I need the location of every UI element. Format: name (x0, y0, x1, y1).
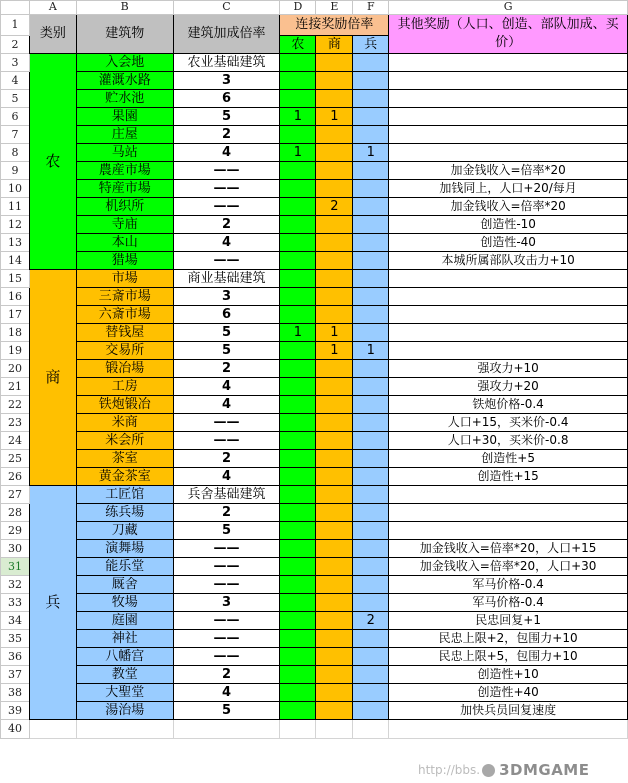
chain-agri-cell[interactable] (280, 648, 316, 666)
chain-agri-cell[interactable] (280, 288, 316, 306)
other-bonus-cell[interactable]: 加快兵员回复速度 (389, 702, 628, 720)
multiplier-cell[interactable]: —— (173, 630, 280, 648)
chain-comm-cell[interactable] (316, 468, 353, 486)
chain-agri-cell[interactable] (280, 702, 316, 720)
chain-mil-cell[interactable] (353, 432, 389, 450)
building-name-cell[interactable]: 湯治場 (76, 702, 173, 720)
chain-agri-cell[interactable] (280, 414, 316, 432)
row-header-34[interactable]: 34 (1, 612, 30, 630)
chain-mil-cell[interactable] (353, 252, 389, 270)
other-bonus-cell[interactable]: 加金钱收入=倍率*20，人口+15 (389, 540, 628, 558)
chain-mil-cell[interactable] (353, 126, 389, 144)
chain-mil-cell[interactable] (353, 450, 389, 468)
chain-agri-cell[interactable] (280, 540, 316, 558)
building-name-cell[interactable]: 猎場 (76, 252, 173, 270)
chain-agri-cell[interactable] (280, 612, 316, 630)
chain-comm-cell[interactable] (316, 594, 353, 612)
chain-comm-cell[interactable] (316, 558, 353, 576)
building-name-cell[interactable]: 机织所 (76, 198, 173, 216)
multiplier-cell[interactable]: 4 (173, 234, 280, 252)
other-bonus-cell[interactable]: 强攻力+10 (389, 360, 628, 378)
multiplier-cell[interactable]: 2 (173, 126, 280, 144)
chain-agri-cell[interactable] (280, 180, 316, 198)
multiplier-cell[interactable]: 4 (173, 468, 280, 486)
multiplier-cell[interactable]: 2 (173, 216, 280, 234)
chain-mil-cell[interactable] (353, 468, 389, 486)
chain-mil-cell[interactable] (353, 360, 389, 378)
building-name-cell[interactable]: 能乐堂 (76, 558, 173, 576)
multiplier-cell[interactable]: —— (173, 180, 280, 198)
chain-comm-cell[interactable] (316, 288, 353, 306)
other-bonus-cell[interactable]: 军马价格-0.4 (389, 594, 628, 612)
building-name-cell[interactable]: 神社 (76, 630, 173, 648)
empty-cell[interactable] (389, 720, 628, 739)
multiplier-cell[interactable]: 2 (173, 360, 280, 378)
category-cell[interactable]: 商 (29, 270, 76, 486)
select-all-corner[interactable] (1, 1, 30, 15)
empty-cell[interactable] (173, 720, 280, 739)
chain-agri-cell[interactable] (280, 594, 316, 612)
building-name-cell[interactable]: 铁炮锻冶 (76, 396, 173, 414)
chain-mil-cell[interactable] (353, 270, 389, 288)
chain-agri-cell[interactable] (280, 558, 316, 576)
building-name-cell[interactable]: 交易所 (76, 342, 173, 360)
chain-agri-cell[interactable] (280, 378, 316, 396)
row-header-20[interactable]: 20 (1, 360, 30, 378)
building-name-cell[interactable]: 锻冶場 (76, 360, 173, 378)
building-name-cell[interactable]: 厩舍 (76, 576, 173, 594)
multiplier-cell[interactable]: 农业基础建筑 (173, 54, 280, 72)
row-header-31[interactable]: 31 (1, 558, 30, 576)
multiplier-cell[interactable]: 2 (173, 504, 280, 522)
chain-comm-cell[interactable] (316, 180, 353, 198)
chain-comm-cell[interactable]: 1 (316, 108, 353, 126)
row-header-28[interactable]: 28 (1, 504, 30, 522)
other-bonus-cell[interactable]: 本城所属部队攻击力+10 (389, 252, 628, 270)
row-header-1[interactable]: 1 (1, 15, 30, 36)
chain-agri-cell[interactable]: 1 (280, 108, 316, 126)
chain-mil-cell[interactable] (353, 504, 389, 522)
chain-comm-cell[interactable] (316, 648, 353, 666)
other-bonus-cell[interactable]: 加金钱收入=倍率*20，人口+30 (389, 558, 628, 576)
building-name-cell[interactable]: 六斎市場 (76, 306, 173, 324)
multiplier-cell[interactable]: 3 (173, 288, 280, 306)
other-bonus-cell[interactable]: 创造性+10 (389, 666, 628, 684)
row-header-25[interactable]: 25 (1, 450, 30, 468)
other-bonus-cell[interactable] (389, 504, 628, 522)
chain-agri-cell[interactable] (280, 360, 316, 378)
multiplier-cell[interactable]: 4 (173, 684, 280, 702)
other-bonus-cell[interactable]: 铁炮价格-0.4 (389, 396, 628, 414)
multiplier-cell[interactable]: 6 (173, 90, 280, 108)
column-header-f[interactable]: F (353, 1, 389, 15)
chain-agri-cell[interactable] (280, 630, 316, 648)
other-bonus-cell[interactable]: 创造性+5 (389, 450, 628, 468)
other-bonus-cell[interactable]: 创造性+15 (389, 468, 628, 486)
building-name-cell[interactable]: 灌溉水路 (76, 72, 173, 90)
multiplier-cell[interactable]: —— (173, 414, 280, 432)
chain-agri-cell[interactable] (280, 504, 316, 522)
chain-comm-cell[interactable] (316, 252, 353, 270)
other-bonus-cell[interactable]: 加金钱收入=倍率*20 (389, 162, 628, 180)
chain-mil-cell[interactable] (353, 108, 389, 126)
multiplier-cell[interactable]: 4 (173, 378, 280, 396)
header-sub-comm[interactable]: 商 (316, 36, 353, 54)
row-header-22[interactable]: 22 (1, 396, 30, 414)
other-bonus-cell[interactable]: 创造性+40 (389, 684, 628, 702)
chain-agri-cell[interactable] (280, 198, 316, 216)
row-header-10[interactable]: 10 (1, 180, 30, 198)
column-header-b[interactable]: B (76, 1, 173, 15)
chain-comm-cell[interactable] (316, 612, 353, 630)
row-header-4[interactable]: 4 (1, 72, 30, 90)
row-header-12[interactable]: 12 (1, 216, 30, 234)
column-header-c[interactable]: C (173, 1, 280, 15)
chain-comm-cell[interactable] (316, 396, 353, 414)
multiplier-cell[interactable]: 3 (173, 72, 280, 90)
building-name-cell[interactable]: 特産市場 (76, 180, 173, 198)
row-header-19[interactable]: 19 (1, 342, 30, 360)
row-header-23[interactable]: 23 (1, 414, 30, 432)
chain-agri-cell[interactable] (280, 126, 316, 144)
other-bonus-cell[interactable]: 加金钱收入=倍率*20 (389, 198, 628, 216)
chain-agri-cell[interactable] (280, 342, 316, 360)
chain-mil-cell[interactable] (353, 162, 389, 180)
chain-comm-cell[interactable] (316, 270, 353, 288)
chain-mil-cell[interactable] (353, 630, 389, 648)
watermark-site: http://bbs. (418, 763, 481, 777)
multiplier-cell[interactable]: 5 (173, 522, 280, 540)
row-header-7[interactable]: 7 (1, 126, 30, 144)
category-cell[interactable]: 农 (29, 54, 76, 270)
building-name-cell[interactable]: 本山 (76, 234, 173, 252)
row-header-32[interactable]: 32 (1, 576, 30, 594)
other-bonus-cell[interactable] (389, 288, 628, 306)
empty-cell[interactable] (353, 720, 389, 739)
chain-agri-cell[interactable] (280, 396, 316, 414)
building-name-cell[interactable]: 入会地 (76, 54, 173, 72)
other-bonus-cell[interactable] (389, 144, 628, 162)
chain-agri-cell[interactable] (280, 522, 316, 540)
building-name-cell[interactable]: 马站 (76, 144, 173, 162)
row-header-40[interactable]: 40 (1, 720, 30, 739)
multiplier-cell[interactable]: —— (173, 198, 280, 216)
chain-comm-cell[interactable] (316, 144, 353, 162)
building-name-cell[interactable]: 黄金茶室 (76, 468, 173, 486)
other-bonus-cell[interactable] (389, 108, 628, 126)
chain-comm-cell[interactable] (316, 216, 353, 234)
chain-agri-cell[interactable] (280, 306, 316, 324)
chain-mil-cell[interactable] (353, 216, 389, 234)
row-header-37[interactable]: 37 (1, 666, 30, 684)
chain-comm-cell[interactable] (316, 684, 353, 702)
row-header-26[interactable]: 26 (1, 468, 30, 486)
building-name-cell[interactable]: 庄屋 (76, 126, 173, 144)
multiplier-cell[interactable]: 6 (173, 306, 280, 324)
multiplier-cell[interactable]: 5 (173, 342, 280, 360)
empty-cell[interactable] (280, 720, 316, 739)
row-header-17[interactable]: 17 (1, 306, 30, 324)
other-bonus-cell[interactable] (389, 306, 628, 324)
chain-mil-cell[interactable] (353, 198, 389, 216)
multiplier-cell[interactable]: —— (173, 576, 280, 594)
row-header-36[interactable]: 36 (1, 648, 30, 666)
multiplier-cell[interactable]: 5 (173, 702, 280, 720)
row-header-18[interactable]: 18 (1, 324, 30, 342)
row-header-2[interactable]: 2 (1, 36, 30, 54)
chain-mil-cell[interactable] (353, 378, 389, 396)
chain-mil-cell[interactable]: 1 (353, 144, 389, 162)
other-bonus-cell[interactable]: 加钱同上，人口+20/每月 (389, 180, 628, 198)
multiplier-cell[interactable]: 3 (173, 594, 280, 612)
chain-agri-cell[interactable] (280, 252, 316, 270)
chain-comm-cell[interactable] (316, 234, 353, 252)
building-name-cell[interactable]: 庭園 (76, 612, 173, 630)
other-bonus-cell[interactable]: 人口+30，买米价-0.8 (389, 432, 628, 450)
header-category[interactable]: 类别 (29, 15, 76, 54)
other-bonus-cell[interactable] (389, 126, 628, 144)
chain-comm-cell[interactable] (316, 72, 353, 90)
chain-comm-cell[interactable] (316, 630, 353, 648)
other-bonus-cell[interactable]: 创造性-40 (389, 234, 628, 252)
watermark (418, 760, 589, 780)
building-name-cell[interactable]: 市場 (76, 270, 173, 288)
column-header-g[interactable]: G (389, 1, 628, 15)
other-bonus-cell[interactable]: 创造性-10 (389, 216, 628, 234)
multiplier-cell[interactable]: —— (173, 648, 280, 666)
other-bonus-cell[interactable]: 强攻力+20 (389, 378, 628, 396)
building-name-cell[interactable]: 替钱屋 (76, 324, 173, 342)
header-sub-agri[interactable]: 农 (280, 36, 316, 54)
building-name-cell[interactable]: 牧場 (76, 594, 173, 612)
chain-mil-cell[interactable] (353, 486, 389, 504)
building-name-cell[interactable]: 练兵場 (76, 504, 173, 522)
building-name-cell[interactable]: 果園 (76, 108, 173, 126)
chain-mil-cell[interactable]: 1 (353, 342, 389, 360)
building-name-cell[interactable]: 工匠馆 (76, 486, 173, 504)
column-header-e[interactable]: E (316, 1, 353, 15)
building-name-cell[interactable]: 三斎市場 (76, 288, 173, 306)
building-name-cell[interactable]: 茶室 (76, 450, 173, 468)
row-header-29[interactable]: 29 (1, 522, 30, 540)
row-header-33[interactable]: 33 (1, 594, 30, 612)
header-other-bonus[interactable]: 其他奖励（人口、创造、部队加成、买价） (389, 15, 628, 54)
row-header-35[interactable]: 35 (1, 630, 30, 648)
row-header-14[interactable]: 14 (1, 252, 30, 270)
empty-cell[interactable] (29, 720, 76, 739)
row-header-21[interactable]: 21 (1, 378, 30, 396)
row-header-39[interactable]: 39 (1, 702, 30, 720)
row-header-5[interactable]: 5 (1, 90, 30, 108)
row-header-16[interactable]: 16 (1, 288, 30, 306)
chain-comm-cell[interactable]: 2 (316, 198, 353, 216)
chain-agri-cell[interactable] (280, 72, 316, 90)
multiplier-cell[interactable]: 5 (173, 108, 280, 126)
chain-agri-cell[interactable] (280, 684, 316, 702)
brand-logo-icon (482, 764, 495, 777)
chain-mil-cell[interactable] (353, 90, 389, 108)
chain-mil-cell[interactable] (353, 324, 389, 342)
chain-mil-cell[interactable] (353, 558, 389, 576)
column-header-a[interactable]: A (29, 1, 76, 15)
header-building[interactable]: 建筑物 (76, 15, 173, 54)
multiplier-cell[interactable]: 2 (173, 666, 280, 684)
other-bonus-cell[interactable] (389, 486, 628, 504)
multiplier-cell[interactable]: 兵舍基础建筑 (173, 486, 280, 504)
chain-mil-cell[interactable] (353, 666, 389, 684)
other-bonus-cell[interactable]: 人口+15，买米价-0.4 (389, 414, 628, 432)
building-name-cell[interactable]: 贮水池 (76, 90, 173, 108)
header-sub-mil[interactable]: 兵 (353, 36, 389, 54)
other-bonus-cell[interactable] (389, 54, 628, 72)
row-header-24[interactable]: 24 (1, 432, 30, 450)
chain-agri-cell[interactable] (280, 54, 316, 72)
chain-comm-cell[interactable] (316, 414, 353, 432)
chain-mil-cell[interactable] (353, 234, 389, 252)
chain-agri-cell[interactable] (280, 234, 316, 252)
chain-mil-cell[interactable] (353, 540, 389, 558)
multiplier-cell[interactable]: 5 (173, 324, 280, 342)
chain-agri-cell[interactable] (280, 486, 316, 504)
chain-comm-cell[interactable] (316, 486, 353, 504)
watermark-brand: 3DMGAME (499, 761, 590, 779)
chain-mil-cell[interactable] (353, 306, 389, 324)
chain-comm-cell[interactable] (316, 450, 353, 468)
chain-comm-cell[interactable] (316, 126, 353, 144)
building-name-cell[interactable]: 工房 (76, 378, 173, 396)
chain-comm-cell[interactable] (316, 306, 353, 324)
building-name-cell[interactable]: 米会所 (76, 432, 173, 450)
multiplier-cell[interactable]: —— (173, 432, 280, 450)
chain-comm-cell[interactable]: 1 (316, 324, 353, 342)
empty-cell[interactable] (316, 720, 353, 739)
building-name-cell[interactable]: 農産市場 (76, 162, 173, 180)
chain-comm-cell[interactable] (316, 432, 353, 450)
chain-comm-cell[interactable] (316, 666, 353, 684)
empty-cell[interactable] (76, 720, 173, 739)
chain-mil-cell[interactable] (353, 594, 389, 612)
chain-mil-cell[interactable] (353, 180, 389, 198)
chain-agri-cell[interactable] (280, 216, 316, 234)
other-bonus-cell[interactable]: 民忠回复+1 (389, 612, 628, 630)
row-header-38[interactable]: 38 (1, 684, 30, 702)
building-name-cell[interactable]: 教堂 (76, 666, 173, 684)
chain-comm-cell[interactable] (316, 90, 353, 108)
chain-agri-cell[interactable] (280, 666, 316, 684)
chain-mil-cell[interactable] (353, 522, 389, 540)
chain-mil-cell[interactable] (353, 396, 389, 414)
header-chain-bonus[interactable]: 连接奖励倍率 (280, 15, 389, 36)
row-header-13[interactable]: 13 (1, 234, 30, 252)
chain-comm-cell[interactable] (316, 378, 353, 396)
row-header-9[interactable]: 9 (1, 162, 30, 180)
building-name-cell[interactable]: 八幡宫 (76, 648, 173, 666)
multiplier-cell[interactable]: 4 (173, 144, 280, 162)
multiplier-cell[interactable]: —— (173, 612, 280, 630)
other-bonus-cell[interactable] (389, 342, 628, 360)
chain-mil-cell[interactable] (353, 414, 389, 432)
column-header-d[interactable]: D (280, 1, 316, 15)
other-bonus-cell[interactable] (389, 522, 628, 540)
row-header-6[interactable]: 6 (1, 108, 30, 126)
building-name-cell[interactable]: 米商 (76, 414, 173, 432)
chain-comm-cell[interactable] (316, 576, 353, 594)
row-header-27[interactable]: 27 (1, 486, 30, 504)
chain-comm-cell[interactable] (316, 522, 353, 540)
chain-agri-cell[interactable] (280, 432, 316, 450)
chain-comm-cell[interactable] (316, 162, 353, 180)
chain-agri-cell[interactable] (280, 162, 316, 180)
chain-mil-cell[interactable] (353, 54, 389, 72)
category-cell[interactable]: 兵 (29, 486, 76, 720)
chain-comm-cell[interactable] (316, 702, 353, 720)
multiplier-cell[interactable]: 2 (173, 450, 280, 468)
chain-mil-cell[interactable] (353, 72, 389, 90)
row-header-3[interactable]: 3 (1, 54, 30, 72)
other-bonus-cell[interactable] (389, 270, 628, 288)
other-bonus-cell[interactable]: 民忠上限+5，包围力+10 (389, 648, 628, 666)
chain-comm-cell[interactable]: 1 (316, 342, 353, 360)
chain-agri-cell[interactable] (280, 450, 316, 468)
chain-comm-cell[interactable] (316, 540, 353, 558)
chain-agri-cell[interactable]: 1 (280, 324, 316, 342)
chain-mil-cell[interactable] (353, 576, 389, 594)
chain-mil-cell[interactable] (353, 648, 389, 666)
row-header-15[interactable]: 15 (1, 270, 30, 288)
other-bonus-cell[interactable]: 军马价格-0.4 (389, 576, 628, 594)
chain-agri-cell[interactable] (280, 468, 316, 486)
other-bonus-cell[interactable] (389, 72, 628, 90)
other-bonus-cell[interactable]: 民忠上限+2，包围力+10 (389, 630, 628, 648)
chain-agri-cell[interactable] (280, 576, 316, 594)
building-name-cell[interactable]: 寺庙 (76, 216, 173, 234)
other-bonus-cell[interactable] (389, 324, 628, 342)
chain-mil-cell[interactable] (353, 288, 389, 306)
row-header-11[interactable]: 11 (1, 198, 30, 216)
chain-comm-cell[interactable] (316, 360, 353, 378)
multiplier-cell[interactable]: 4 (173, 396, 280, 414)
building-name-cell[interactable]: 大聖堂 (76, 684, 173, 702)
multiplier-cell[interactable]: —— (173, 540, 280, 558)
building-name-cell[interactable]: 刀藏 (76, 522, 173, 540)
chain-comm-cell[interactable] (316, 504, 353, 522)
header-multiplier[interactable]: 建筑加成倍率 (173, 15, 280, 54)
chain-agri-cell[interactable] (280, 90, 316, 108)
chain-agri-cell[interactable] (280, 270, 316, 288)
multiplier-cell[interactable]: —— (173, 558, 280, 576)
multiplier-cell[interactable]: —— (173, 252, 280, 270)
chain-comm-cell[interactable] (316, 54, 353, 72)
row-header-8[interactable]: 8 (1, 144, 30, 162)
chain-agri-cell[interactable]: 1 (280, 144, 316, 162)
chain-mil-cell[interactable]: 2 (353, 612, 389, 630)
row-header-30[interactable]: 30 (1, 540, 30, 558)
multiplier-cell[interactable]: —— (173, 162, 280, 180)
building-name-cell[interactable]: 演舞場 (76, 540, 173, 558)
other-bonus-cell[interactable] (389, 90, 628, 108)
chain-mil-cell[interactable] (353, 684, 389, 702)
multiplier-cell[interactable]: 商业基础建筑 (173, 270, 280, 288)
chain-mil-cell[interactable] (353, 702, 389, 720)
